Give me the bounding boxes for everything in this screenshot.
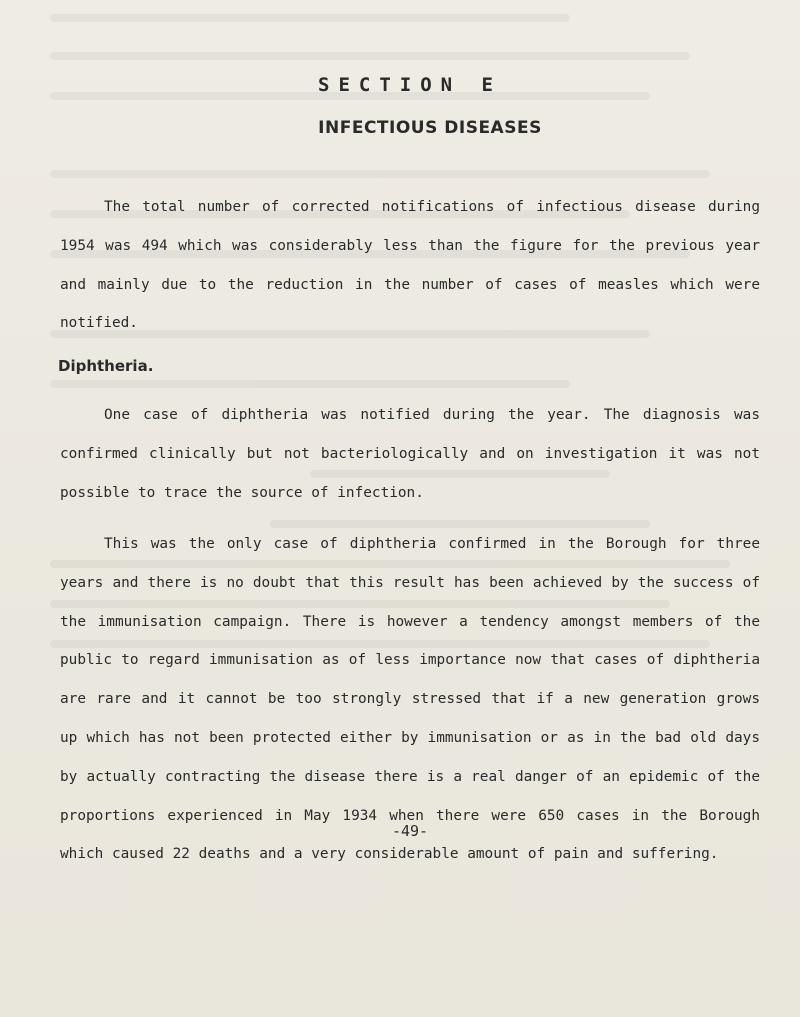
diphtheria-paragraph-2-text: This was the only case of diphtheria confirmed in the Borough for three years and there is no doubt that this result has been achieved by the success of the immunisation campaign. There is however a tendency amongst members of the public to regard immunisation as of less importance now that cases of diphtheria are rare and it cannot be too strongly stressed that if a new generation grows up which has not been protected either by immunisation or as in the bad old days by actually contracting the disease there is a real danger of an epidemic of the proportions experienced in May 1934 when there were 650 cases in the Borough which caused 22 deaths and a very considerable amount of pain and suffering.: [60, 536, 760, 863]
section-subtitle: INFECTIOUS DISEASES: [318, 118, 542, 138]
page-number: -49-: [391, 822, 429, 840]
diphtheria-paragraph-1: [60, 396, 760, 512]
intro-paragraph-text: The total number of corrected notifications of infectious disease during 1954 was 494 which was considerably less than the figure for the previous year and mainly due to the reduction in the number of cases of measles which were notified.: [60, 199, 760, 332]
section-title: SECTION E: [318, 74, 502, 96]
intro-paragraph: [60, 188, 760, 343]
diphtheria-paragraph-1-text: One case of diphtheria was notified during the year. The diagnosis was confirmed clinically but not bacteriologically and on investigation it was not possible to trace the source of infection.: [60, 407, 760, 501]
diphtheria-heading: Diphtheria.: [58, 357, 154, 375]
